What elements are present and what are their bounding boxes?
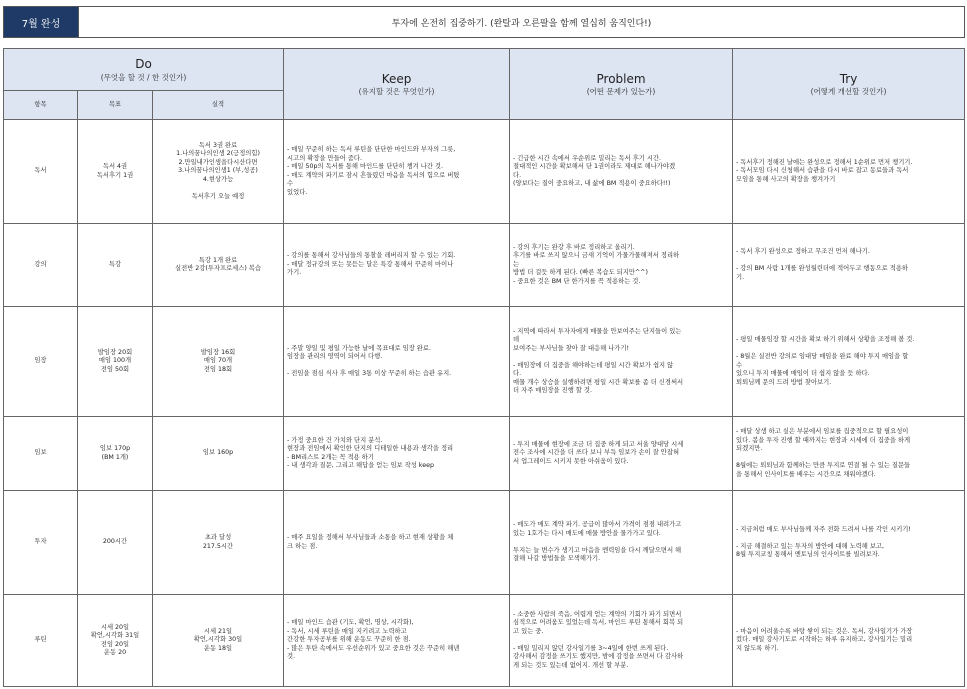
row-problem: - 소중한 사람의 죽음, 어렵게 얻는 계약의 기회가 파기 되면서 심적으로 어려움도 있었는데 독서, 마인드 루틴 통해서 회복 되 고 있는 중. - 매일 밀리지 않던 강사일기를 3~4일에 한번 쓰게 된다. 강사해서 감정을 쓰기도 했지만, 밤에 감정을 쓰면서 다 감사하 게 되는 것도 있는데 없어지. 개선 할 부분.	[510, 595, 733, 687]
row-category: 강의	[4, 224, 78, 307]
row-try: - 마음이 어려울수록 바탕 쌓이 되는 것은. 독서, 강사일기가 가장 컸다. 매일 강사기도로 시작하는 하루 유지하고, 강사일기는 밀리 지 않도록 하기.	[733, 595, 965, 687]
row-result: 임보 160p	[153, 417, 284, 491]
problem-subtitle: (어떤 문제가 있는가)	[586, 87, 656, 97]
col-result-header: 실적	[153, 91, 284, 120]
row-keep: - 가정 중요한 건 가치와 단지 분석. 현장과 전임에서 확인한 단지의 디테일한 내용과 생각을 정리 - BM리스트 2개는 꼭 적용 하기 - 내 생각과 질문, 그리고 해답을 얻는 임보 작성 keep	[284, 417, 510, 491]
row-result: 시세 21일 확언,시각화 30일 운동 18일	[153, 595, 284, 687]
row-try: - 독서 후기 완성으로 정하고 무조건 먼저 해나기. - 강의 BM 사람 1개를 완성월린더에 적어두고 행동으로 적용하 기.	[733, 224, 965, 307]
row-goal: 200시간	[78, 491, 153, 595]
row-result: 독서 3권 완료 1.나의꿈나의인생 2(긍정의힘) 2.만일내가인생을다시산다면 3.나의꿈나의인생1 (부,성공) 4.현상가능 독서후기 오늘 예정	[153, 120, 284, 224]
try-header	[733, 49, 965, 120]
col-item-header: 항목	[4, 91, 78, 120]
row-problem: - 긴급한 시간 속에서 우순위로 밀리는 독서 후기 시간. 절대적인 시간을 확보해서 단 1권이라도 제대로 해나가야겠 다. (양보다는 질이 중요하고, 내 삶에 BM 적용이 중요하다!!)	[510, 120, 733, 224]
row-result: 특강 1개 완료 실전반 2강(투자프로세스) 복습	[153, 224, 284, 307]
table-row	[4, 491, 965, 595]
monthly-motto: 투자에 온전히 집중하기. (완탈과 오른팔을 함께 열심히 움직인다!)	[391, 18, 652, 29]
row-goal: 시세 20일 확언,시각화 31일 전임 20일 운동 20	[78, 595, 153, 687]
row-goal: 독서 4권 독서후기 1권	[78, 120, 153, 224]
row-category: 임보	[4, 417, 78, 491]
row-problem: - 강의 후기는 완강 후 바로 정리하고 올리기. 후기를 바로 쓰지 않으니 금새 기억이 가물가물해져서 정리하 는 방법 더 걸듯 하게 된다. (빠른 복습도 되지만^^) - 중요한 것은 BM 단 한가지를 꼭 적용하는 것.	[510, 224, 733, 307]
keep-title: Keep	[381, 71, 412, 86]
month-label: 7월 완성	[4, 7, 79, 37]
table-row	[4, 307, 965, 417]
col-goal-header: 목표	[78, 91, 153, 120]
row-try: - 지금처럼 매도 부사님들께 자주 전화 드려서 나를 각인 시키기! - 지금 해결하고 있는 투자의 방안에 대해 노력해 보고, 8월 투지코칭 통해서 멘토님의 인사이트를 빌려보자.	[733, 491, 965, 595]
row-try: - 평일 매물임장 할 시간을 확보 하기 위해서 상황을 조정해 볼 것. - 8월은 실전반 강의로 임대당 매임을 완료 해야 투지 매임을 할 수 있으니 투지 매물에 매임이 더 쉽지 않을 듯 하다. 퇴퇴님께 문의 드려 방법 찾아보기.	[733, 307, 965, 417]
row-keep: - 주말 양일 및 평일 가능한 날에 목표대로 임장 완료. 임장을 관리의 영역이 되어서 다행. - 전임을 점심 식사 후 매일 3통 이상 꾸준히 하는 습관 유지.	[284, 307, 510, 417]
do-title: Do	[135, 57, 152, 72]
row-keep: - 매주 요일을 정해서 부사님들과 소통을 하고 현재 상황을 체 크 하는 점.	[284, 491, 510, 595]
table-row	[4, 595, 965, 687]
row-goal: 특강	[78, 224, 153, 307]
try-title: Try	[839, 71, 858, 86]
row-try: - 독서후기 정해진 날에는 완성으로 정해서 1순위로 먼저 챙기기. - 독서모임 다시 신청해서 습관을 다시 바로 잡고 동료들과 독서 모임을 통해 사고의 확장을 챙겨가기	[733, 120, 965, 224]
row-goal: 발임장 20회 매임 100개 전임 50회	[78, 307, 153, 417]
top-banner	[3, 6, 965, 38]
row-problem: - 투지 매물에 현장에 조금 더 집중 하게 되고 서울 양대당 시세 전수 조사에 시간을 더 쓰다 보니 부득 임보가 손이 잘 안잡혀 서 업그레이드 시키지 못한 아쉬움이 있다.	[510, 417, 733, 491]
keep-subtitle: (유지할 것은 무엇인가)	[358, 87, 435, 97]
table-row	[4, 224, 965, 307]
row-goal: 임보 170p (BM 1개)	[78, 417, 153, 491]
row-keep: - 매일 마인드 습관 (기도, 확언, 명상, 시각화), - 독서, 시세 루틴을 매일 지키려고 노력하고 간강한 투자공부를 위해 운동도 꾸준히 한 점. - 많은 투탄 속에서도 우선순위가 있고 중요한 것은 꾸준히 해낸 것.	[284, 595, 510, 687]
kpt-table	[3, 48, 965, 687]
keep-header	[284, 49, 510, 120]
table-row	[4, 120, 965, 224]
row-keep: - 강의를 통해서 강사님들의 통찰을 레버리지 할 수 있는 기회. - 매달 정규강의 또는 못듣는 달은 특강 통해서 꾸준히 마이나 가기.	[284, 224, 510, 307]
try-subtitle: (어떻게 개선할 것인가)	[810, 87, 887, 97]
row-problem: - 지역에 따라서 투자자에게 매물을 안보여주는 단지들이 있는 데 보여주는 부사님들 찾아 잘 대응해 나가기! - 매임장에 더 집중을 해야하는데 평일 시간 확보가 쉽지 않 다. 매물 개수 상승을 실행하려면 평일 시간 확보를 좀 더 신경써서 더 자주 매임장을 진행 할 것.	[510, 307, 733, 417]
row-category: 투자	[4, 491, 78, 595]
do-header	[4, 49, 284, 91]
problem-header	[510, 49, 733, 120]
table-row	[4, 417, 965, 491]
row-category: 임장	[4, 307, 78, 417]
row-try: - 매달 상생 하고 싶은 부분에서 임보를 집중적으로 할 필요성이 있다. 봄을 투자 진행 할 때까지는 현장과 시세에 더 집중을 하게 되겠지만. 8월에는 퇴퇴님과 함께하는 만큼 투지로 연결 될 수 있는 질문들 을 통해서 인사이트를 배우는 시간으로 채워야겠다.	[733, 417, 965, 491]
problem-title: Problem	[596, 71, 646, 86]
row-keep: - 매일 꾸준히 하는 독서 루틴을 단단한 마인드와 부자의 그릇, 시고의 확장을 만들어 줌다. - 매일 50p의 독서를 통해 마인드를 단단히 챙겨 나간 것. - 매도 계약의 파기로 잠시 흔들렸던 마음을 독서의 힘으로 버텼 수 있었다.	[284, 120, 510, 224]
row-result: 초과 달성 217.5시간	[153, 491, 284, 595]
row-category: 독서	[4, 120, 78, 224]
do-subtitle: (무엇을 할 것 / 한 것인가)	[100, 72, 187, 82]
row-problem: - 매도가 매도 계약 파기. 공급이 많아서 가격이 점점 내려가고 있는 1호가는 다시 매도에 매물 방안을 물가가고 있다. 투지는 늘 변수가 생기고 마음을 멘력임을 다시 깨달으면서 해 결해 나갈 방법들을 모색해가기.	[510, 491, 733, 595]
row-result: 발임장 16회 매임 70개 전임 18회	[153, 307, 284, 417]
row-category: 루틴	[4, 595, 78, 687]
